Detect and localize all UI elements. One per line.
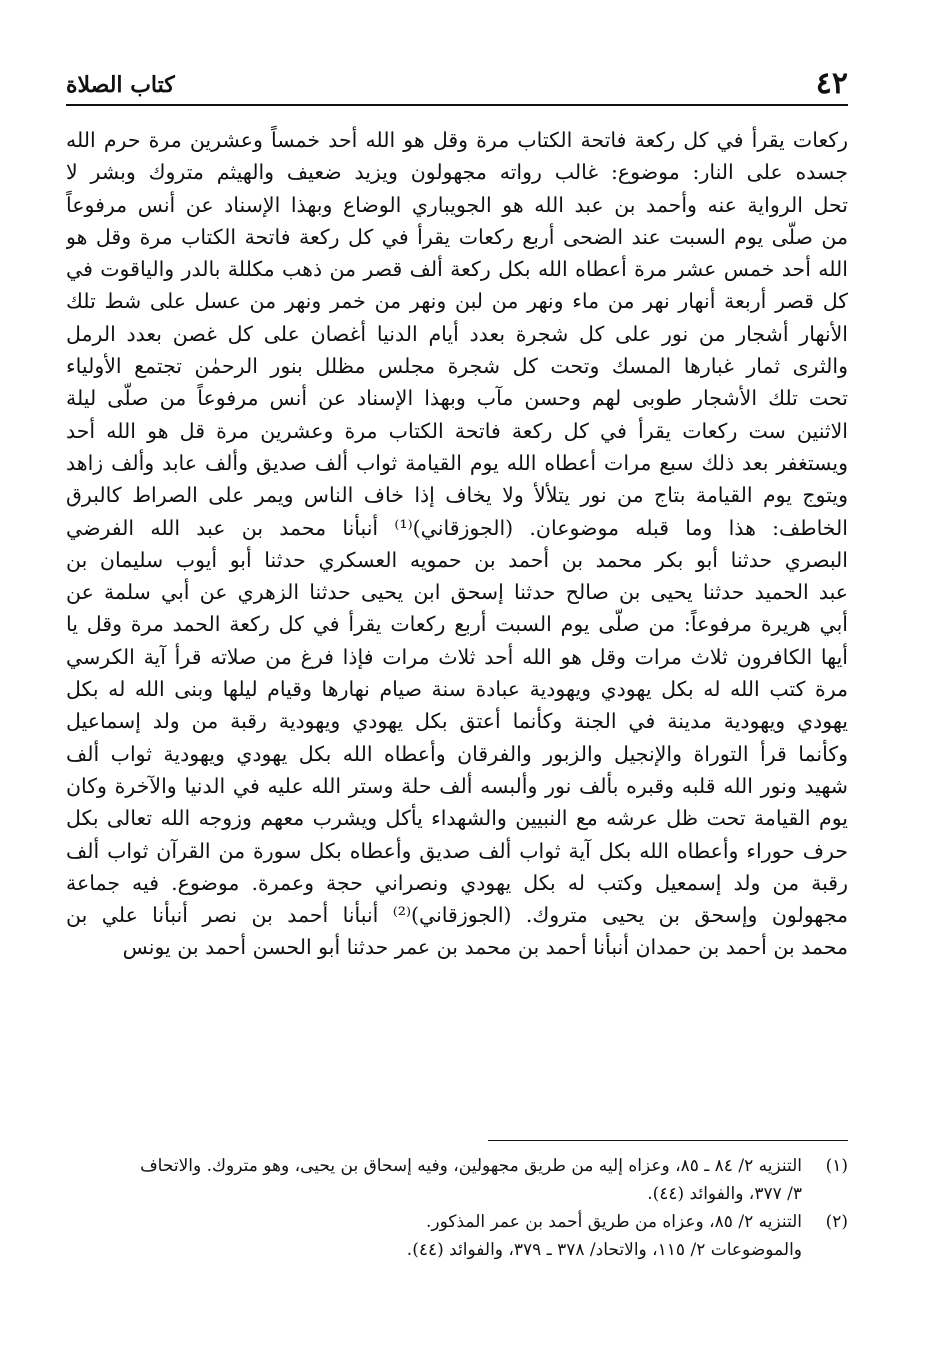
text-line: البصري حدثنا أبو بكر محمد بن أحمد بن حمويه العسكري حدثنا أبو أيوب سليمان بن: [66, 547, 848, 572]
footnote-line: التنزيه ٢/ ٨٥، وعزاه من طريق أحمد بن عمر المذكور.: [425, 1212, 802, 1232]
text-line: تحل الرواية عنه وأحمد بن عبد الله هو الجويباري الوضاع وبهذا الإسناد عن أنس مرفوعاً: [66, 192, 848, 217]
text-line: أيها الكافرون ثلاث مرات وقل هو الله أحد ثلاث مرات فإذا فرغ من صلاته قرأ آية الكرسي: [66, 644, 848, 669]
footnote-line: والموضوعات ٢/ ١١٥، والاتحاد/ ٣٧٨ ـ ٣٧٩، والفوائد (٤٤).: [406, 1240, 802, 1260]
footnotes: [66, 1152, 848, 1264]
running-title: كتاب الصلاة: [66, 72, 175, 98]
text-line: والثرى ثمار غبارها المسك وتحت كل شجرة مجلس مظلل بنور الرحمٰن تجتمع الأولياء: [66, 354, 848, 379]
text-line: حرف حوراء وأعطاه الله بكل آية ثواب ألف صديق وأعطاه بكل سورة من القرآن ثواب ألف: [66, 838, 848, 863]
footnote-number: (١): [825, 1156, 848, 1176]
text-line: الاثنين ست ركعات يقرأ في كل ركعة فاتحة الكتاب مرة وعشرين مرة قل هو الله أحد: [66, 418, 848, 443]
main-text: [66, 124, 848, 964]
text-line: عبد الحميد حدثنا يحيى بن صالح حدثنا إسحق ابن يحيى حدثنا الزهري عن أبي سلمة عن: [66, 580, 848, 605]
text-line: يوم القيامة تحت ظل عرشه مع النبيين والشهداء يأكل ويشرب معهم وزوجه الله تعالى بكل: [66, 806, 848, 831]
text-line: مجهولون وإسحق بن يحيى متروك. (الجوزقاني)⁽²⁾ أنبأنا أحمد بن نصر أنبأنا علي بن: [66, 903, 848, 928]
text-line: كل قصر أربعة أنهار نهر من ماء ونهر من لبن ونهر من خمر ونهر من عسل على شط تلك: [66, 289, 848, 314]
text-line: يهودي ويهودية مدينة في الجنة وكأنما أعتق بكل يهودي ويهودية رقبة من ولد إسماعيل: [66, 709, 848, 734]
text-line: رقبة من ولد إسمعيل وكتب له بكل يهودي ونصراني حجة وعمرة. موضوع. فيه جماعة: [66, 870, 848, 895]
footnote-line: التنزيه ٢/ ٨٤ ـ ٨٥، وعزاه إليه من طريق مجهولين، وفيه إسحاق بن يحيى، وهو متروك. والاتحاف: [140, 1156, 802, 1176]
text-line: أبي هريرة مرفوعاً: من صلّى يوم السبت أربع ركعات يقرأ في كل ركعة الحمد مرة وقل يا: [66, 612, 848, 637]
page-header: [66, 58, 848, 106]
page-number: ٤٢: [815, 66, 848, 101]
text-line: محمد بن أحمد بن حمدان أنبأنا أحمد بن محمد بن عمر حدثنا أبو الحسن أحمد بن يونس: [122, 935, 848, 960]
text-line: جسده على النار: موضوع: غالب رواته مجهولون ويزيد ضعيف والهيثم متروك وبشر لا: [66, 160, 848, 185]
text-line: شهيد ونور الله قلبه وقبره بألف نور وألبسه ألف حلة وستر الله عليه في الدنيا والآخرة وكان: [66, 773, 848, 798]
text-line: وكأنما قرأ التوراة والإنجيل والزبور والفرقان وأعطاه الله بكل يهودي ويهودية ثواب ألف: [66, 741, 848, 766]
text-line: الخاطف: هذا وما قبله موضوعان. (الجوزقاني)⁽¹⁾ أنبأنا محمد بن عبد الله الفرضي: [66, 515, 848, 540]
text-line: تحت تلك الأشجار طوبى لهم وحسن مآب وبهذا الإسناد عن أنس مرفوعاً من صلّى ليلة: [66, 386, 848, 411]
text-line: ويستغفر بعد ذلك سبع مرات أعطاه الله يوم القيامة ثواب ألف صديق وألف عابد وألف زاهد: [66, 450, 848, 475]
text-line: من صلّى يوم السبت عند الضحى أربع ركعات يقرأ في كل ركعة فاتحة الكتاب مرة وقل هو: [66, 224, 848, 249]
footnote-line: ٣/ ٣٧٧، والفوائد (٤٤).: [647, 1184, 802, 1204]
footnote-2: [66, 1208, 848, 1264]
footnote-number: (٢): [825, 1212, 848, 1232]
text-line: الله أحد خمس عشر مرة أعطاه الله بكل ركعة ألف قصر من ذهب مكللة بالدر والياقوت في: [66, 257, 848, 282]
text-line: ركعات يقرأ في كل ركعة فاتحة الكتاب مرة وقل هو الله أحد خمساً وعشرين مرة حرم الله: [66, 128, 848, 152]
text-line: ويتوج يوم القيامة بتاج من نور يتلألأ ولا يخاف إذا خاف الناس ويمر على الصراط كالبرق: [66, 483, 848, 508]
footnote-separator: [488, 1140, 848, 1141]
text-line: مرة كتب الله له بكل يهودي ويهودية عبادة سنة صيام نهارها وقيام ليلها وبنى الله له بكل: [66, 677, 848, 702]
text-line: الأنهار أشجار من نور على كل شجرة بعدد أيام الدنيا أغصان على كل غصن بعدد الرمل: [66, 321, 848, 346]
footnote-1: [66, 1152, 848, 1208]
